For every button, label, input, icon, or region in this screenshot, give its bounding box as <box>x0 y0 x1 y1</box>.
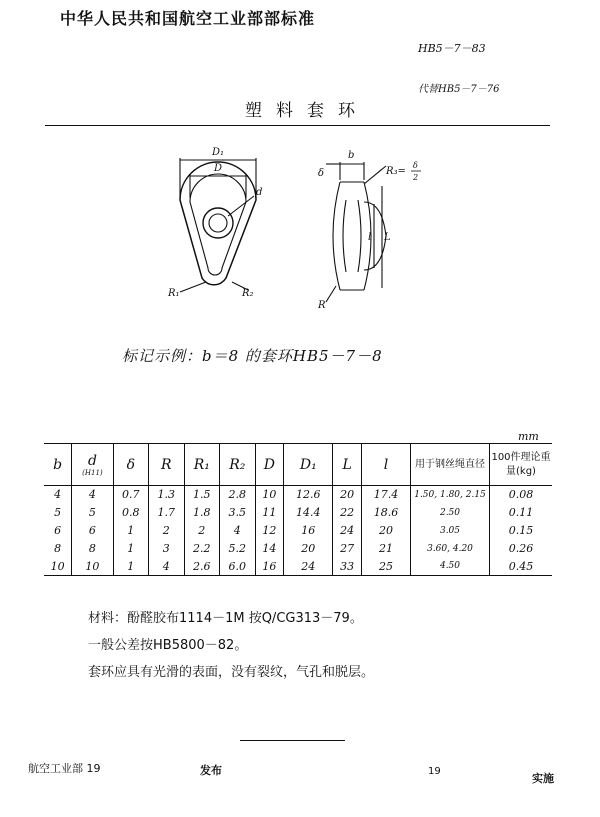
table-cell: 5.2 <box>220 540 256 558</box>
table-cell: 1.3 <box>149 486 185 504</box>
label-R1: R₁ <box>168 288 180 299</box>
table-cell: 1 <box>113 558 149 576</box>
table-cell: 3 <box>149 540 185 558</box>
table-cell: 3.05 <box>411 522 490 540</box>
table-cell: 21 <box>362 540 411 558</box>
table-cell: 12.6 <box>284 486 333 504</box>
table-row <box>44 540 552 558</box>
table-cell: 10 <box>50 559 65 573</box>
table-cell: 4 <box>220 522 256 540</box>
header-D1: D₁ <box>284 444 333 486</box>
table-cell: 24 <box>333 522 362 540</box>
table-cell: 16 <box>255 558 284 576</box>
table-cell: 6 <box>54 524 62 537</box>
table-cell: 0.45 <box>490 558 553 576</box>
table-row <box>44 486 552 504</box>
footer-department: 航空工业部 19 <box>28 762 101 775</box>
table-cell: 1.7 <box>149 504 185 522</box>
header-R2: R₂ <box>220 444 256 486</box>
title-divider <box>45 125 550 126</box>
header-wire-rope-diameter: 用于钢丝绳直径 <box>411 444 490 486</box>
label-b: b <box>348 150 355 161</box>
table-cell: 22 <box>333 504 362 522</box>
note-surface: 套环应具有光滑的表面，没有裂纹，气孔和脱层。 <box>88 665 375 680</box>
header-R1: R₁ <box>184 444 220 486</box>
standard-organization-title: 中华人民共和国航空工业部部标准 <box>60 9 316 28</box>
table-cell: 24 <box>284 558 333 576</box>
table-cell: 8 <box>72 540 113 558</box>
table-cell: 27 <box>333 540 362 558</box>
table-cell: 4 <box>72 486 113 504</box>
table-cell: 0.7 <box>113 486 149 504</box>
table-cell: 0.15 <box>490 522 553 540</box>
table-cell: 3.5 <box>220 504 256 522</box>
label-l: l <box>368 232 372 243</box>
table-cell: 2.50 <box>411 504 490 522</box>
table-header-row <box>44 444 552 486</box>
table-cell: 12 <box>255 522 284 540</box>
header-D: D <box>255 444 284 486</box>
table-cell: 20 <box>362 522 411 540</box>
table-cell: 14 <box>255 540 284 558</box>
table-cell: 8 <box>54 542 62 555</box>
document-title: 塑料套环 <box>245 101 369 121</box>
label-L: L <box>384 232 391 243</box>
table-cell: 2.6 <box>184 558 220 576</box>
standard-code: HB5－7－83 <box>418 42 486 55</box>
table-cell: 0.08 <box>490 486 553 504</box>
label-R2: R₂ <box>242 288 254 299</box>
table-cell: 1.50, 1.80, 2.15 <box>411 486 490 504</box>
table-cell: 2 <box>149 522 185 540</box>
label-delta: δ <box>318 168 325 179</box>
label-d: d <box>256 187 263 198</box>
table-cell: 16 <box>284 522 333 540</box>
table-cell: 1.5 <box>184 486 220 504</box>
table-cell: 2 <box>184 522 220 540</box>
header-delta: δ <box>113 444 149 486</box>
table-cell: 4 <box>54 488 62 502</box>
table-cell: 4 <box>149 558 185 576</box>
table-cell: 20 <box>333 486 362 504</box>
unit-label: mm <box>518 430 539 443</box>
label-D: D <box>214 163 223 174</box>
header-L: L <box>333 444 362 486</box>
dimension-table <box>44 443 552 576</box>
table-cell: 20 <box>284 540 333 558</box>
table-cell: 1 <box>113 522 149 540</box>
label-R3: R₃= <box>386 166 406 177</box>
note-tolerance: 一般公差按HB5800－82。 <box>88 638 248 653</box>
technical-notes <box>88 605 374 686</box>
table-cell: 0.8 <box>113 504 149 522</box>
footer-implemented: 实施 <box>532 772 554 785</box>
table-row <box>44 522 552 540</box>
table-cell: 17.4 <box>362 486 411 504</box>
table-cell: 2.8 <box>220 486 256 504</box>
header-l: l <box>362 444 411 486</box>
replaces-code: 代替HB5－7－76 <box>418 84 500 95</box>
table-cell: 1 <box>113 540 149 558</box>
table-cell: 5 <box>54 506 62 519</box>
header-b: b <box>53 456 63 473</box>
table-cell: 0.11 <box>490 504 553 522</box>
table-cell: 1.8 <box>184 504 220 522</box>
table-cell: 5 <box>72 504 113 522</box>
technical-drawing <box>150 140 450 315</box>
label-D1: D₁ <box>212 147 225 158</box>
front-view <box>167 147 262 299</box>
table-cell: 11 <box>255 504 284 522</box>
table-cell: 6 <box>72 522 113 540</box>
footer-date: 19 <box>428 766 441 777</box>
header-d <box>72 444 113 486</box>
table-cell: 0.26 <box>490 540 553 558</box>
table-cell: 4.50 <box>411 558 490 576</box>
table-cell: 10 <box>255 486 284 504</box>
header-d-tolerance: (H11) <box>82 468 103 477</box>
header-d-symbol: d <box>87 452 97 469</box>
table-row <box>44 558 552 576</box>
table-cell: 14.4 <box>284 504 333 522</box>
table-cell: 33 <box>333 558 362 576</box>
table-row <box>44 504 552 522</box>
footer-issued: 发布 <box>200 764 222 777</box>
label-R3-num: δ <box>413 161 418 170</box>
side-view <box>317 150 421 311</box>
header-theoretical-weight: 100件理论重量(kg) <box>490 444 553 486</box>
table-cell: 10 <box>72 558 113 576</box>
table-cell: 3.60, 4.20 <box>411 540 490 558</box>
header-R: R <box>149 444 185 486</box>
table-cell: 25 <box>362 558 411 576</box>
marking-example: 标记示例：b＝8 的套环HB5－7－8 <box>122 347 383 365</box>
note-material: 材料：酚醛胶布1114－1M 按Q/CG313－79。 <box>88 611 363 626</box>
footer-divider <box>240 740 345 741</box>
label-R: R <box>318 300 326 311</box>
table-cell: 2.2 <box>184 540 220 558</box>
label-R3-den: 2 <box>413 173 419 182</box>
table-body <box>44 486 552 576</box>
table-cell: 18.6 <box>362 504 411 522</box>
table-cell: 6.0 <box>220 558 256 576</box>
